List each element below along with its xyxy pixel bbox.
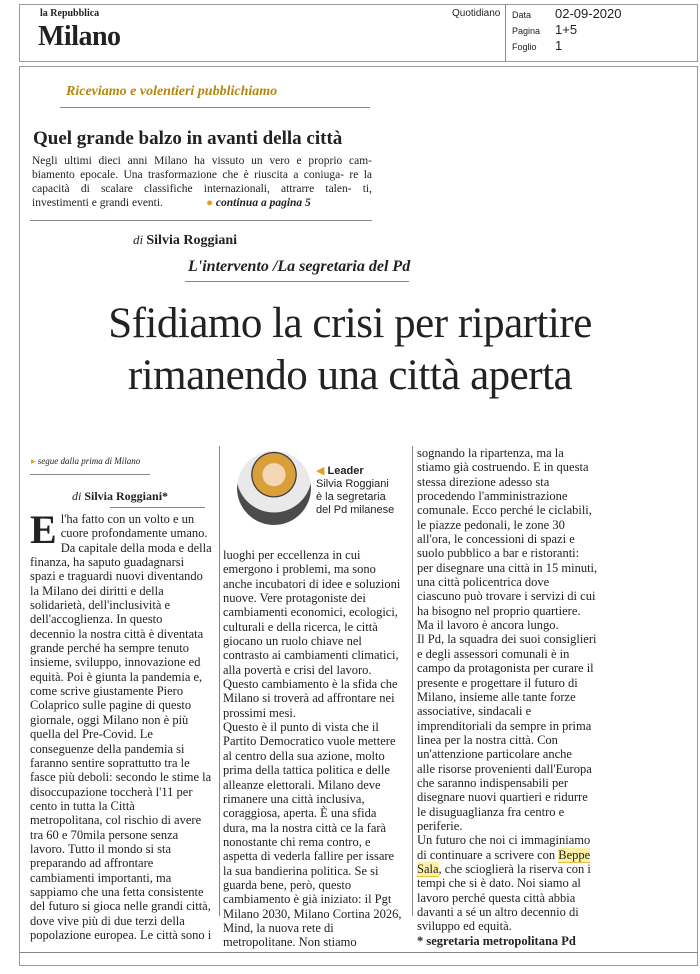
- text-line: metropolitana, col rischio di avere: [30, 813, 202, 828]
- signoff-text: * segretaria metropolitana Pd: [417, 933, 576, 948]
- continue-link[interactable]: [206, 197, 311, 209]
- text-line: campo da protagonista per curare il: [417, 661, 594, 676]
- text-line: all'ora, le concessioni di spazi e: [417, 532, 575, 547]
- text-line: ciascuno può trovare i servizi di cui: [417, 589, 596, 604]
- text-line: Mind, la nuova rete di: [223, 920, 334, 935]
- highlighted-name: Beppe: [558, 847, 591, 862]
- byline-name: Silvia Roggiani: [146, 233, 238, 248]
- text-line: preparando ad affrontare: [30, 856, 154, 871]
- article-headline: [20, 298, 680, 402]
- text-line: procedendo l'amministrazione: [417, 489, 568, 504]
- text-line: Un futuro che noi ci immaginiamo: [417, 833, 591, 848]
- text-line: cambiamento è già iniziato: il Pgt: [223, 892, 392, 907]
- column-2: [223, 548, 409, 950]
- text-line: contrasto ai cambiamenti climatici,: [223, 648, 399, 663]
- text-line: Ma il lavoro è ancora lungo.: [417, 618, 559, 633]
- byline-rule: [110, 507, 205, 508]
- text-line: imprenditoriali da sempre in prima: [417, 718, 592, 733]
- kicker-rule: [60, 107, 370, 108]
- segue-text: segue dalla prima di Milano: [37, 456, 141, 466]
- intro-line: re la capacità di scalare classifiche internazionali, attrarre talen-: [32, 169, 373, 195]
- text-line: che saranno indispensabili per: [417, 775, 568, 790]
- text-line: grande perché ha sempre tenuto: [30, 641, 189, 656]
- text-line: insieme, sviluppo, innovazione ed: [30, 655, 201, 670]
- caption-line: è la segretaria: [316, 491, 386, 503]
- text-line: al centro della sua azione, molto: [223, 748, 385, 763]
- article-kicker: L'intervento /La segretaria del Pd: [188, 258, 411, 275]
- text-line: tempi che si è dato. Noi siamo al: [417, 876, 581, 891]
- meta-label-page: Pagina: [512, 26, 541, 36]
- author-photo: [237, 451, 311, 525]
- text-line: spazi e traguardi nuovi diventando: [30, 569, 203, 584]
- byline-prefix: di: [133, 232, 144, 247]
- text-line: davanti a sé un altro decennio di: [417, 905, 579, 919]
- text-line: culturali e della ricerca, le città: [223, 619, 378, 634]
- text-line: cambiamenti economici, ecologici,: [223, 605, 398, 620]
- text-line: presente e progettare il futuro di: [417, 675, 578, 690]
- text-line: Questo cambiamento è la sfida che: [223, 677, 398, 692]
- text-fragment: , che scioglierà la riserva con i: [438, 861, 591, 876]
- text-line: Milano 2030, Milano Cortina 2026,: [223, 906, 402, 921]
- text-line: lavoro perché questa città abbia: [417, 890, 576, 905]
- text-line: cuore profondamente umano.: [60, 526, 208, 541]
- meta-value-page: 1+5: [555, 22, 578, 37]
- publication-type: Quotidiano: [452, 8, 501, 19]
- text-line: le disuguaglianza fra centro e: [417, 804, 565, 819]
- text-line: emergono i problemi, ma sono: [223, 562, 376, 577]
- front-intro: [32, 154, 372, 210]
- meta-label-sheet: Foglio: [512, 42, 537, 52]
- caption-line: del Pd milanese: [316, 504, 395, 516]
- text-line: come scrive giustamente Piero: [30, 684, 184, 699]
- signoff: [417, 934, 687, 948]
- text-line: stiamo già costruendo. E in questa: [417, 460, 589, 475]
- meta-value-date: 02-09-2020: [555, 6, 622, 21]
- text-line: cento in tutta la Città: [30, 798, 135, 813]
- column-3: [417, 446, 687, 948]
- text-line: fasce più deboli: secondo le stime la: [30, 770, 212, 785]
- text-line: sviluppo ed equità.: [417, 919, 512, 934]
- text-line: comunale. Ecco perché le ciclabili,: [417, 503, 592, 518]
- publisher-name: la Repubblica: [40, 8, 100, 19]
- text-line: conseguenze della pandemia si: [30, 741, 185, 756]
- column-divider: [219, 446, 220, 916]
- text-line: disoccupazione toccherà l'11 per: [30, 784, 193, 799]
- text-line: Partito Democratico vuole mettere: [223, 734, 396, 749]
- text-line: Milano si troverà ad affrontare nei: [223, 691, 395, 706]
- text-line: per disegnare una città in 15 minuti,: [417, 560, 598, 575]
- text-line: giornale, oggi Milano non è più: [30, 712, 189, 727]
- text-line: Il Pd, la squadra dei suoi consiglieri: [417, 632, 597, 647]
- text-line: e degli assessori comunali è in: [417, 646, 570, 661]
- text-line: del futuro si gioca nelle grandi città,: [30, 899, 211, 914]
- edition-name: Milano: [38, 21, 121, 52]
- intro-rule: [30, 220, 372, 221]
- headline-line-2: rimanendo una città aperta: [127, 352, 573, 399]
- text-line: cambiamenti importanti, ma: [30, 870, 172, 885]
- text-line: metropolitane. Non stiamo: [223, 935, 357, 950]
- text-line: nuove. Vere protagoniste dei: [223, 591, 366, 606]
- byline-prefix: di: [72, 489, 82, 503]
- text-line: Colaprico sulle pagine di questo: [30, 698, 192, 713]
- text-line: sappiamo che una fetta consistente: [30, 884, 204, 899]
- intro-line: Negli ultimi dieci anni Milano ha vissuto un vero e proprio cam-: [32, 155, 372, 167]
- front-title: Quel grande balzo in avanti della città: [33, 128, 343, 149]
- text-fragment: di continuare a scrivere con: [417, 847, 559, 862]
- intro-line: ti, investimenti e grandi eventi.: [32, 183, 372, 209]
- text-line: suolo pubblico a bar e ristoranti:: [417, 546, 580, 561]
- text-line: equità. Poi è giunta la pandemia e,: [30, 669, 203, 684]
- meta-value-sheet: 1: [555, 38, 563, 53]
- front-byline: [133, 232, 237, 249]
- article-byline: [72, 489, 168, 504]
- front-kicker: Riceviamo e volentieri pubblichiamo: [66, 84, 278, 99]
- text-line: popolazione europea. Le città sono i: [30, 927, 212, 942]
- segue-note: [31, 456, 140, 467]
- segue-rule: [30, 474, 150, 475]
- text-line: tra 60 e 70mila persone senza: [30, 827, 179, 842]
- triangle-icon: ◀: [316, 465, 325, 477]
- text-line: linea per la nostra città. Con: [417, 732, 558, 747]
- text-line: aspetta di vederla fallire per issare: [223, 849, 395, 864]
- text-line: lavoro. Tutto il mondo si sta: [30, 841, 171, 856]
- kicker2-rule: [185, 281, 409, 282]
- text-line: finanza, ha saputo guadagnarsi: [30, 555, 185, 570]
- text-line: Milano, insieme alle tante forze: [417, 689, 576, 704]
- bullet-icon: ●: [206, 197, 214, 209]
- text-line: coraggiosa, aperta. È una sfida: [223, 806, 377, 821]
- text-line: faranno sentire soprattutto tra le: [30, 755, 190, 770]
- bottom-rule: [19, 952, 698, 953]
- text-line: decennio la nostra città è diventata: [30, 626, 204, 641]
- text-line: giocano un ruolo chiave nel: [223, 634, 362, 649]
- text-line: alla povertà e crisi del lavoro.: [223, 662, 372, 677]
- text-line: rimanere una città inclusiva,: [223, 791, 365, 806]
- photo-label: [316, 464, 364, 477]
- text-line: ha bisogno nel proprio quartiere.: [417, 603, 581, 618]
- text-line: periferie.: [417, 818, 463, 833]
- arrow-icon: ▸: [31, 456, 36, 466]
- column-1: [30, 507, 216, 942]
- meta-divider: [505, 4, 506, 62]
- text-line: [417, 862, 687, 876]
- text-line: alleanze elettorali. Milano deve: [223, 777, 381, 792]
- text-line: stessa direzione adesso sta: [417, 474, 550, 489]
- text-line: Questo è il punto di vista che il: [223, 720, 379, 735]
- text-line: dura, ma la nostra città ce la farà: [223, 820, 387, 835]
- text-line: anche incubatori di idee e soluzioni: [223, 576, 401, 591]
- text-line: disegnare nuovi quartieri e ridurre: [417, 790, 588, 805]
- text-line: Da capitale della moda e della: [60, 540, 212, 555]
- text-line: guarda bene, però, questo: [223, 877, 352, 892]
- text-line: dove vive più di due terzi della: [30, 913, 185, 928]
- photo-label-text: Leader: [327, 465, 364, 477]
- text-line: le piazze pedonali, le zone 30: [417, 517, 565, 532]
- meta-label-date: Data: [512, 10, 532, 20]
- text-line: quella del Pre-Covid. Le: [30, 727, 153, 742]
- highlighted-name: Sala: [417, 861, 439, 876]
- text-line: un'attenzione particolare anche: [417, 747, 572, 762]
- headline-line-1: Sfidiamo la crisi per ripartire: [108, 300, 592, 347]
- text-line: sognando la ripartenza, ma la: [417, 446, 564, 460]
- text-line: la Milano dei diritti e della: [30, 583, 164, 598]
- text-line: dell'accoglienza. In questo: [30, 612, 163, 627]
- text-line: una città policentrica dove: [417, 575, 550, 590]
- drop-cap: E: [30, 507, 57, 552]
- text-line: solidarietà, dell'inclusività e: [30, 598, 171, 613]
- text-line: alle risorse provenienti dall'Europa: [417, 761, 592, 776]
- text-line: prima della tattica politica e delle: [223, 763, 390, 778]
- text-line: nonostante chi rema contro, e: [223, 834, 371, 849]
- text-line: [417, 848, 687, 862]
- text-line: la sua bandierina politica. Se si: [223, 863, 379, 878]
- caption-line: Silvia Roggiani: [316, 478, 389, 490]
- text-line: l'ha fatto con un volto e un: [60, 512, 195, 526]
- continue-text: continua a pagina 5: [215, 197, 311, 209]
- text-line: prossimi mesi.: [223, 705, 296, 720]
- intro-line: biamento epocale. Una trasformazione che è riuscita a coniuga-: [32, 169, 345, 181]
- text-line: luoghi per eccellenza in cui: [223, 548, 361, 562]
- byline-name: Silvia Roggiani*: [84, 489, 169, 503]
- photo-caption: [316, 478, 416, 517]
- text-line: associative, sindacali e: [417, 704, 532, 719]
